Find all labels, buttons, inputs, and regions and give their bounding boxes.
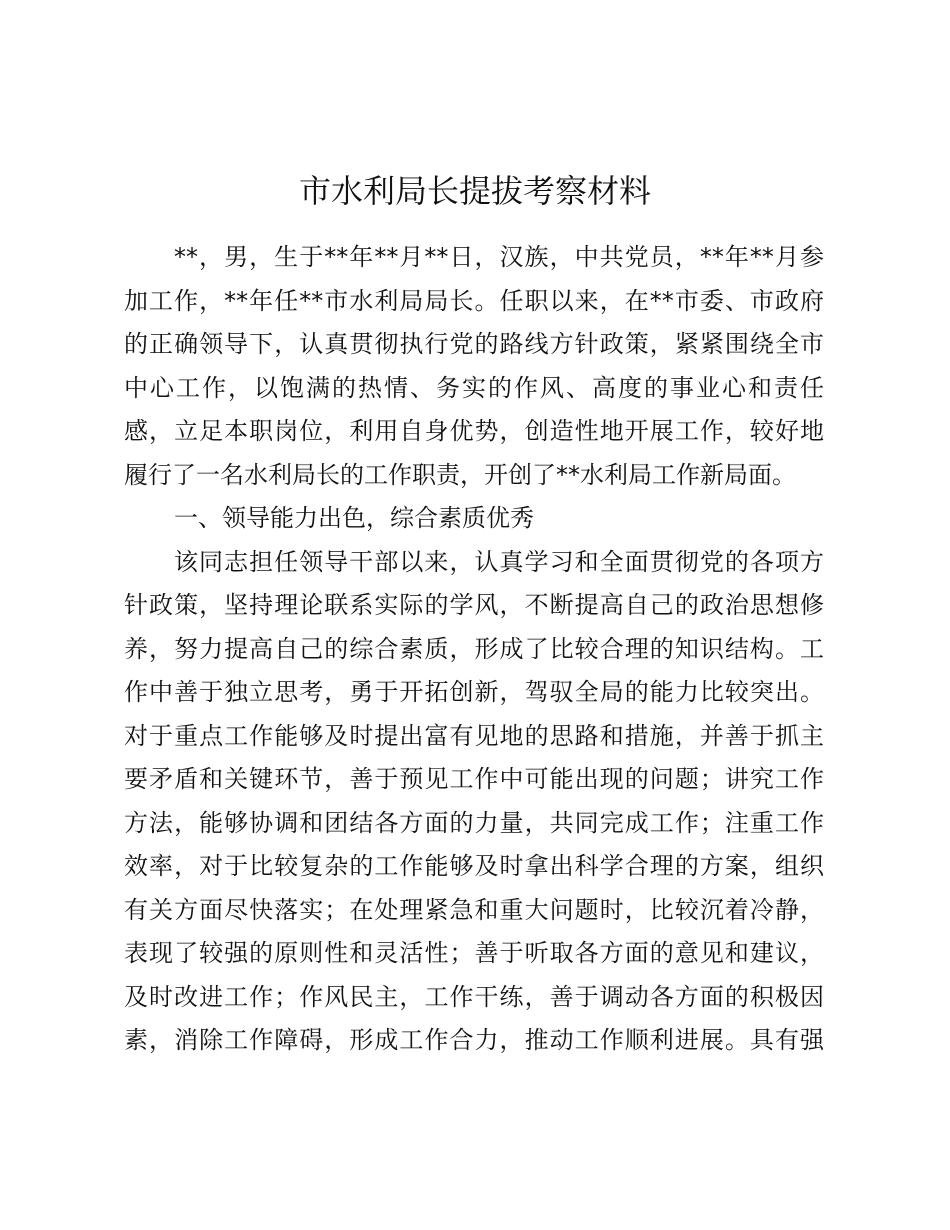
paragraph-line: 表现了较强的原则性和灵活性；善于听取各方面的意见和建议， bbox=[124, 939, 824, 967]
paragraph-line: 有关方面尽快落实；在处理紧急和重大问题时，比较沉着冷静， bbox=[124, 895, 824, 924]
paragraph-line: 养，努力提高自己的综合素质，形成了比较合理的知识结构。工 bbox=[124, 634, 824, 663]
paragraph-line: 及时改进工作；作风民主，工作干练，善于调动各方面的积极因 bbox=[124, 982, 824, 1011]
paragraph-line: 要矛盾和关键环节，善于预见工作中可能出现的问题；讲究工作 bbox=[124, 765, 824, 793]
paragraph-line: 感，立足本职岗位，利用自身优势，创造性地开展工作，较好地 bbox=[124, 417, 824, 445]
paragraph-line: 针政策，坚持理论联系实际的学风，不断提高自己的政治思想修 bbox=[124, 591, 824, 619]
paragraph-line: 效率，对于比较复杂的工作能够及时拿出科学合理的方案，组织 bbox=[124, 852, 824, 880]
document-title: 市水利局长提拔考察材料 bbox=[298, 172, 651, 210]
paragraph-line: 对于重点工作能够及时提出富有见地的思路和措施，并善于抓主 bbox=[124, 721, 824, 750]
paragraph-line: 履行了一名水利局长的工作职责，开创了**水利局工作新局面。 bbox=[124, 460, 796, 489]
paragraph-line: 方法，能够协调和团结各方面的力量，共同完成工作；注重工作 bbox=[124, 808, 824, 837]
paragraph-line: 加工作，**年任**市水利局局长。任职以来，在**市委、市政府 bbox=[124, 286, 824, 315]
paragraph-line: **，男，生于**年**月**日，汉族，中共党员，**年**月参 bbox=[174, 243, 824, 271]
paragraph-line: 中心工作，以饱满的热情、务实的作风、高度的事业心和责任 bbox=[124, 373, 824, 402]
document-body bbox=[124, 236, 824, 1063]
section-heading: 一、领导能力出色，综合素质优秀 bbox=[174, 504, 534, 532]
paragraph-line: 的正确领导下，认真贯彻执行党的路线方针政策，紧紧围绕全市 bbox=[124, 330, 824, 358]
paragraph-line: 该同志担任领导干部以来，认真学习和全面贯彻党的各项方 bbox=[174, 547, 824, 576]
paragraph-line: 素，消除工作障碍，形成工作合力，推动工作顺利进展。具有强 bbox=[124, 1026, 824, 1054]
paragraph-line: 作中善于独立思考，勇于开拓创新，驾驭全局的能力比较突出。 bbox=[124, 678, 824, 706]
